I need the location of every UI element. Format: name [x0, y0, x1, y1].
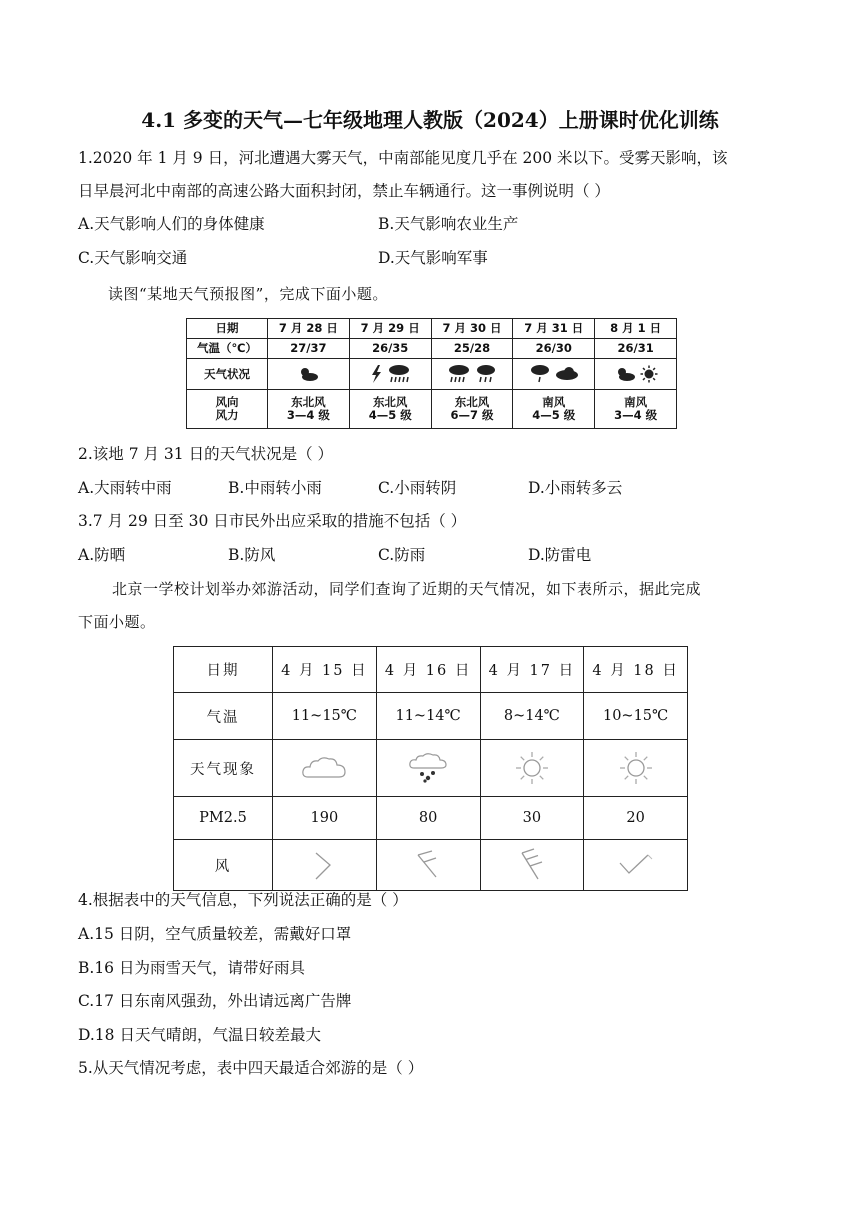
cloudy-icon: [300, 753, 348, 783]
forecast-weather-cell: [349, 359, 431, 390]
overcast-icon: [555, 366, 579, 382]
forecast-wind: [595, 390, 677, 429]
weather-temp: 8~14℃: [480, 693, 584, 740]
lightning-icon: [369, 364, 383, 384]
wind-barb-2-icon: [410, 847, 446, 883]
page-title: 4.1 多变的天气—七年级地理人教版（2024）上册课时优化训练: [141, 108, 719, 132]
forecast-temp: 26/35: [349, 339, 431, 359]
q1-stem-line1: 1.2020 年 1 月 9 日，河北遭遇大雾天气，中南部能见度几乎在 200 米以下。受雾天影响，该: [78, 149, 728, 167]
forecast-temp: 26/30: [513, 339, 595, 359]
q1-option-b: B.天气影响农业生产: [378, 215, 519, 233]
forecast-row-label-weather: 天气状况: [187, 359, 268, 390]
q1-option-d: D.天气影响军事: [378, 249, 488, 267]
q4-option-c: C.17 日东南风强劲，外出请远离广告牌: [78, 992, 352, 1010]
weather-wind-cell: [584, 840, 688, 891]
forecast-wind-dir: 东北风: [372, 395, 408, 409]
q4-option-a: A.15 日阴，空气质量较差，需戴好口罩: [78, 925, 352, 943]
forecast-date: 7 月 31 日: [513, 319, 595, 339]
forecast-wind-force: 4—5 级: [368, 408, 412, 422]
weather-table: [173, 646, 688, 888]
forecast-temp: 27/37: [268, 339, 350, 359]
weather-phenomenon-cell: [376, 740, 480, 797]
heavy-rain-icon: [447, 364, 471, 384]
heavy-rain-icon: [387, 364, 411, 384]
q3-option-d: D.防雷电: [528, 546, 592, 564]
forecast-row-label-date: 日期: [187, 319, 268, 339]
wind-barb-3-icon: [514, 847, 550, 883]
forecast-wind: [431, 390, 513, 429]
forecast-weather-cell: [268, 359, 350, 390]
q2-option-c: C.小雨转阴: [378, 479, 457, 497]
light-rain-icon: [529, 364, 551, 384]
q4-option-b: B.16 日为雨雪天气，请带好雨具: [78, 959, 305, 977]
forecast-wind-dir: 南风: [542, 395, 566, 409]
forecast-wind-force: 4—5 级: [532, 408, 576, 422]
forecast-label-wind-dir: 风向: [215, 395, 239, 409]
moderate-rain-icon: [475, 364, 497, 384]
weather-row-label-phenomenon: 天气现象: [174, 740, 273, 797]
q5-stem: 5.从天气情况考虑，表中四天最适合郊游的是（ ）: [78, 1059, 424, 1077]
forecast-label-wind-force: 风力: [215, 408, 239, 422]
forecast-wind: [268, 390, 350, 429]
weather-wind-cell: [273, 840, 377, 891]
weather-pm25: 80: [376, 797, 480, 840]
q4-option-d: D.18 日天气晴朗，气温日较差最大: [78, 1026, 321, 1044]
weather-row-label-pm25: PM2.5: [174, 797, 273, 840]
weather-pm25: 190: [273, 797, 377, 840]
intro-weather-line1: 北京一学校计划举办郊游活动，同学们查询了近期的天气情况，如下表所示，据此完成: [112, 580, 702, 598]
weather-date: 4 月 17 日: [480, 647, 584, 693]
weather-date: 4 月 18 日: [584, 647, 688, 693]
weather-phenomenon-cell: [273, 740, 377, 797]
forecast-row-label-wind: [187, 390, 268, 429]
weather-row-label-temp: 气温: [174, 693, 273, 740]
wind-barb-calm-icon: [306, 847, 342, 883]
weather-pm25: 30: [480, 797, 584, 840]
cloud-sun-icon: [614, 366, 636, 382]
q4-stem: 4.根据表中的天气信息，下列说法正确的是（ ）: [78, 891, 408, 909]
forecast-temp: 26/31: [595, 339, 677, 359]
weather-wind-cell: [376, 840, 480, 891]
forecast-weather-cell: [595, 359, 677, 390]
forecast-date: 7 月 30 日: [431, 319, 513, 339]
weather-date: 4 月 16 日: [376, 647, 480, 693]
forecast-row-label-temp: 气温（℃）: [187, 339, 268, 359]
weather-temp: 10~15℃: [584, 693, 688, 740]
q1-option-c: C.天气影响交通: [78, 249, 188, 267]
wind-barb-1-icon: [616, 849, 656, 881]
forecast-wind-dir: 南风: [624, 395, 648, 409]
forecast-date: 8 月 1 日: [595, 319, 677, 339]
forecast-wind: [349, 390, 431, 429]
q3-option-a: A.防晒: [78, 546, 126, 564]
intro-forecast: 读图“某地天气预报图”，完成下面小题。: [108, 285, 388, 303]
forecast-date: 7 月 29 日: [349, 319, 431, 339]
weather-phenomenon-cell: [584, 740, 688, 797]
cloud-sun-icon: [297, 366, 319, 382]
q2-option-a: A.大雨转中雨: [78, 479, 172, 497]
q3-option-b: B.防风: [228, 546, 276, 564]
sunny-icon: [514, 750, 550, 786]
weather-pm25: 20: [584, 797, 688, 840]
weather-row-label-date: 日期: [174, 647, 273, 693]
intro-weather-line2: 下面小题。: [78, 613, 156, 631]
sun-icon: [640, 365, 658, 383]
weather-date: 4 月 15 日: [273, 647, 377, 693]
forecast-wind-dir: 东北风: [454, 395, 490, 409]
q2-stem: 2.该地 7 月 31 日的天气状况是（ ）: [78, 445, 334, 463]
forecast-wind-force: 3—4 级: [286, 408, 330, 422]
forecast-wind-force: 6—7 级: [450, 408, 494, 422]
sunny-icon: [618, 750, 654, 786]
weather-row-label-wind: 风: [174, 840, 273, 891]
weather-temp: 11~15℃: [273, 693, 377, 740]
forecast-temp: 25/28: [431, 339, 513, 359]
forecast-date: 7 月 28 日: [268, 319, 350, 339]
weather-temp: 11~14℃: [376, 693, 480, 740]
q2-option-b: B.中雨转小雨: [228, 479, 322, 497]
forecast-weather-cell: [431, 359, 513, 390]
forecast-table: [186, 318, 677, 427]
forecast-weather-cell: [513, 359, 595, 390]
forecast-wind-dir: 东北风: [291, 395, 326, 409]
forecast-wind-force: 3—4 级: [614, 408, 658, 422]
weather-wind-cell: [480, 840, 584, 891]
weather-phenomenon-cell: [480, 740, 584, 797]
q2-option-d: D.小雨转多云: [528, 479, 623, 497]
rain-snow-icon: [408, 752, 448, 784]
q1-option-a: A.天气影响人们的身体健康: [78, 215, 265, 233]
q3-option-c: C.防雨: [378, 546, 426, 564]
forecast-wind: [513, 390, 595, 429]
q1-stem-line2: 日早晨河北中南部的高速公路大面积封闭，禁止车辆通行。这一事例说明（ ）: [78, 182, 610, 200]
q3-stem: 3.7 月 29 日至 30 日市民外出应采取的措施不包括（ ）: [78, 512, 467, 530]
